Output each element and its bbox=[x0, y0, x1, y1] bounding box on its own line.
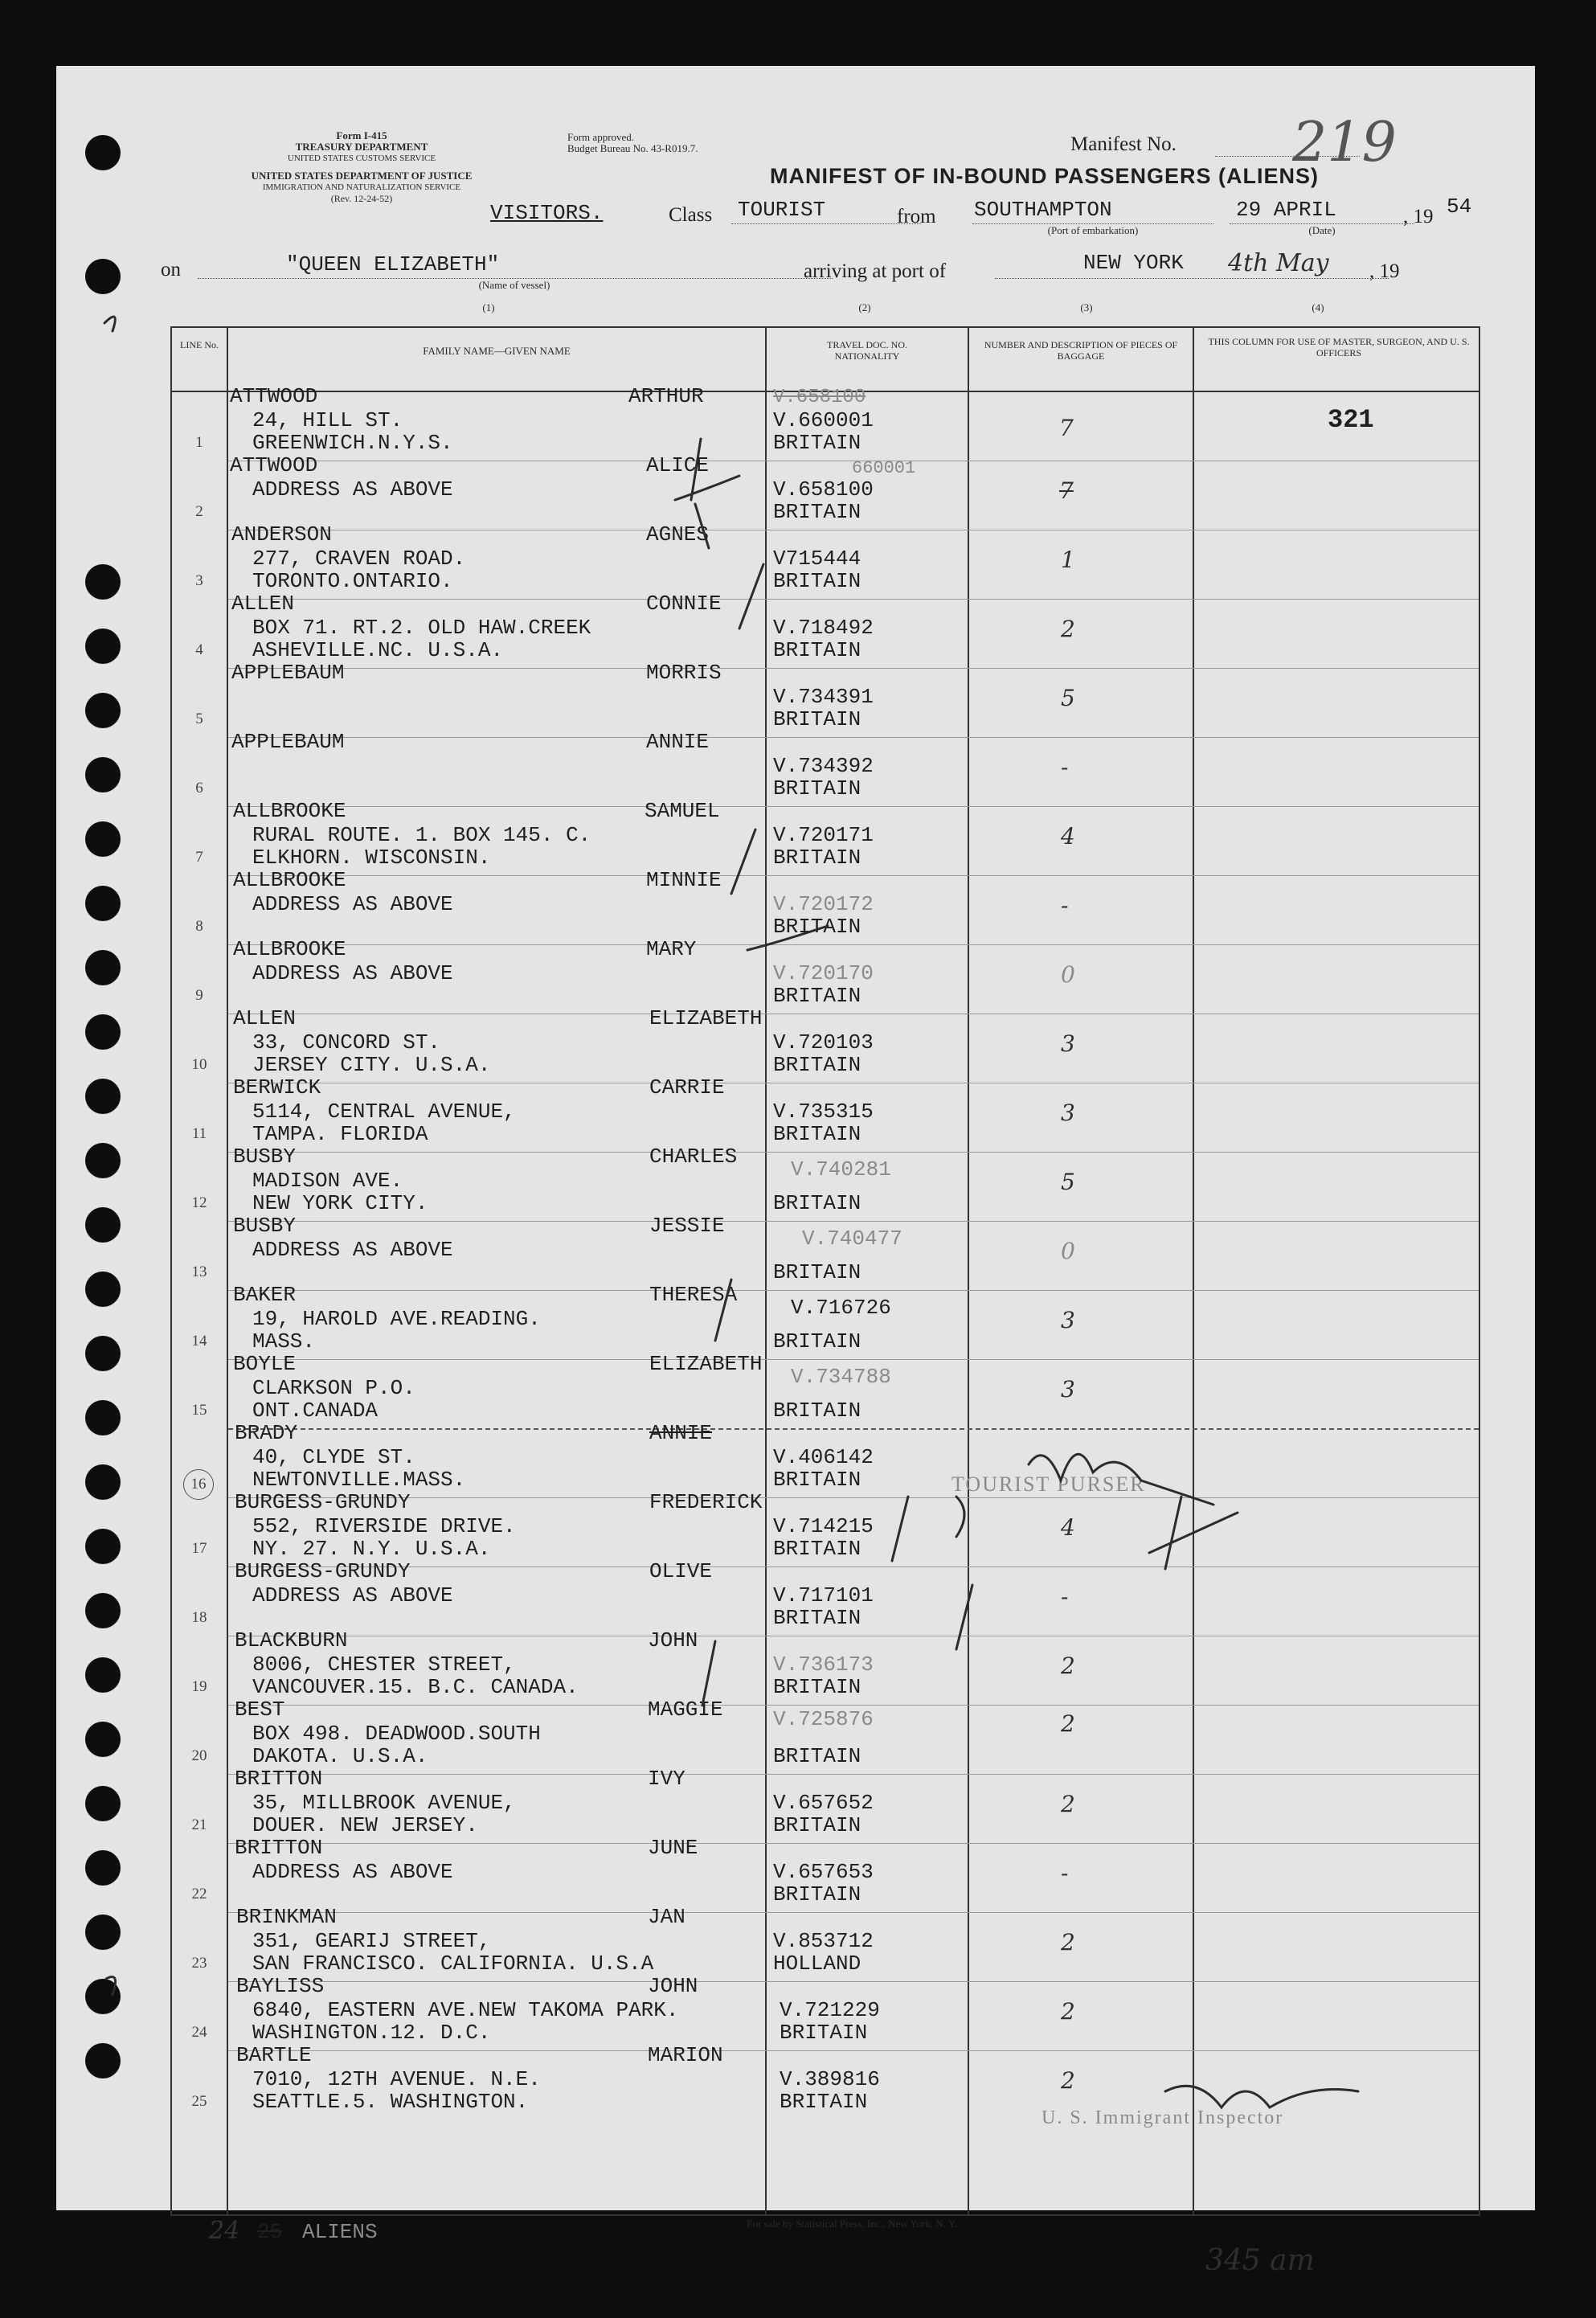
column-officers: THIS COLUMN FOR USE OF MASTER, SURGEON, AND U. S. OFFICERS bbox=[1208, 336, 1470, 358]
form-number: Form I-415 bbox=[336, 129, 387, 141]
line-number: 5 bbox=[195, 711, 203, 727]
baggage-count: 2 bbox=[1061, 1710, 1075, 1737]
alien-count-old: 25 bbox=[257, 2220, 283, 2244]
address-line-1: 8006, CHESTER STREET, bbox=[252, 1652, 516, 1677]
travel-doc-number: V.720172 bbox=[773, 892, 874, 916]
col-number-4: (4) bbox=[1312, 301, 1324, 313]
address-line-2: WASHINGTON.12. D.C. bbox=[252, 2021, 491, 2045]
family-name: APPLEBAUM bbox=[231, 730, 345, 754]
travel-doc-number: V715444 bbox=[773, 547, 861, 571]
family-name: BURGESS-GRUNDY bbox=[235, 1559, 411, 1583]
travel-doc-number: V.657652 bbox=[773, 1791, 874, 1815]
arriving-label: arriving at port of bbox=[804, 260, 947, 282]
margin-mark bbox=[106, 1977, 116, 1996]
address-line-1: 40, CLYDE ST. bbox=[252, 1445, 415, 1469]
nationality: BRITAIN bbox=[780, 2021, 868, 2045]
address-line-2: VANCOUVER.15. B.C. CANADA. bbox=[252, 1675, 579, 1699]
address-line-2: ELKHORN. WISCONSIN. bbox=[252, 846, 491, 870]
travel-doc-number: V.725876 bbox=[773, 1707, 874, 1731]
address-line-1: 5114, CENTRAL AVENUE, bbox=[252, 1100, 516, 1124]
address-line-2: SEATTLE.5. WASHINGTON. bbox=[252, 2090, 529, 2114]
family-name: BAKER bbox=[233, 1283, 297, 1307]
given-name: ARTHUR bbox=[628, 384, 704, 408]
customs-service: UNITED STATES CUSTOMS SERVICE bbox=[287, 154, 436, 163]
address-line-2: ONT.CANADA bbox=[252, 1399, 379, 1423]
given-name: JUNE bbox=[648, 1836, 698, 1860]
travel-doc-number: V.740477 bbox=[802, 1227, 902, 1251]
nationality: BRITAIN bbox=[773, 569, 861, 593]
treasury-department: TREASURY DEPARTMENT bbox=[295, 141, 428, 153]
line-number: 10 bbox=[191, 1056, 207, 1073]
purser-stamp: TOURIST PURSER bbox=[951, 1472, 1146, 1496]
baggage-count: 0 bbox=[1061, 1238, 1075, 1264]
given-name: MARY bbox=[646, 937, 697, 961]
nationality: BRITAIN bbox=[773, 1191, 861, 1215]
handwritten-annotations bbox=[56, 66, 1535, 2210]
address-line-2: TORONTO.ONTARIO. bbox=[252, 569, 453, 593]
nationality: BRITAIN bbox=[773, 1053, 861, 1077]
given-name: MORRIS bbox=[646, 661, 722, 685]
check-mark bbox=[892, 1497, 908, 1561]
line-number: 1 bbox=[195, 434, 203, 451]
baggage-count: 1 bbox=[1061, 547, 1075, 573]
family-name: BRADY bbox=[235, 1421, 298, 1445]
address-line-1: ADDRESS AS ABOVE bbox=[252, 1238, 453, 1262]
aliens-label: ALIENS bbox=[302, 2220, 378, 2244]
baggage-count: - bbox=[1061, 892, 1069, 919]
line-number: 11 bbox=[191, 1125, 207, 1142]
line-number: 17 bbox=[191, 1540, 207, 1557]
travel-doc-number: V.721229 bbox=[780, 1998, 880, 2022]
class-label: Class bbox=[669, 204, 713, 226]
travel-doc-number: V.658100 bbox=[773, 477, 874, 502]
form-revision: (Rev. 12-24-52) bbox=[330, 193, 393, 204]
struck-doc-number: V.658100 bbox=[773, 387, 866, 408]
column-line-no: LINE No. bbox=[180, 339, 219, 350]
given-name: OLIVE bbox=[649, 1559, 713, 1583]
given-name: ELIZABETH bbox=[649, 1006, 763, 1030]
time-note-handwritten: 345 am bbox=[1205, 2244, 1315, 2277]
travel-doc-number: V.718492 bbox=[773, 616, 874, 640]
nationality: BRITAIN bbox=[773, 1813, 861, 1837]
given-name: ALICE bbox=[646, 453, 710, 477]
given-name: IVY bbox=[648, 1767, 685, 1791]
address-line-1: 351, GEARIJ STREET, bbox=[252, 1929, 491, 1953]
line-number: 9 bbox=[195, 987, 203, 1004]
nationality: BRITAIN bbox=[773, 1882, 861, 1906]
travel-doc-number: V.714215 bbox=[773, 1514, 874, 1538]
address-line-2: GREENWICH.N.Y.S. bbox=[252, 431, 453, 455]
travel-doc-number: V.735315 bbox=[773, 1100, 874, 1124]
family-name: BEST bbox=[235, 1698, 285, 1722]
family-name: ANDERSON bbox=[231, 522, 332, 547]
embark-port: SOUTHAMPTON bbox=[974, 198, 1112, 222]
baggage-count: 4 bbox=[1061, 823, 1075, 850]
given-name: ANNIE bbox=[649, 1421, 713, 1445]
given-name: AGNES bbox=[646, 522, 710, 547]
family-name: BAYLISS bbox=[236, 1974, 325, 1998]
nationality: BRITAIN bbox=[773, 1399, 861, 1423]
travel-doc-number: V.717101 bbox=[773, 1583, 874, 1607]
nationality: BRITAIN bbox=[773, 1468, 861, 1492]
nationality: HOLLAND bbox=[773, 1951, 861, 1976]
col-number-2: (2) bbox=[858, 301, 871, 313]
address-line-1: MADISON AVE. bbox=[252, 1169, 403, 1193]
travel-doc-number: V.720170 bbox=[773, 961, 874, 985]
address-line-1: ADDRESS AS ABOVE bbox=[252, 961, 453, 985]
family-name: BRITTON bbox=[235, 1767, 323, 1791]
port-caption: (Port of embarkation) bbox=[1047, 224, 1139, 236]
tick-stroke bbox=[747, 926, 828, 950]
line-number: 24 bbox=[191, 2024, 207, 2041]
form-approved: Form approved. bbox=[567, 131, 635, 143]
line-number: 18 bbox=[191, 1609, 207, 1626]
from-label: from bbox=[897, 206, 936, 227]
address-line-2: NEWTONVILLE.MASS. bbox=[252, 1468, 466, 1492]
nationality: BRITAIN bbox=[773, 776, 861, 801]
visitors-label: VISITORS. bbox=[490, 201, 604, 225]
travel-doc-number: V.389816 bbox=[780, 2067, 880, 2091]
given-name: CHARLES bbox=[649, 1145, 738, 1169]
nationality: BRITAIN bbox=[773, 431, 861, 455]
travel-doc-number: V.734392 bbox=[773, 754, 874, 778]
baggage-count: 2 bbox=[1061, 616, 1075, 642]
family-name: ALLEN bbox=[231, 592, 295, 616]
line-number: 25 bbox=[191, 2093, 207, 2110]
given-name: JOHN bbox=[648, 1628, 698, 1652]
baggage-count: 7 bbox=[1059, 415, 1074, 441]
printer-credit: For sale by Statistical Press, Inc., New York, N. Y. bbox=[747, 2218, 957, 2230]
given-name: MARION bbox=[648, 2043, 723, 2067]
line-number: 4 bbox=[195, 641, 203, 658]
family-name: BRITTON bbox=[235, 1836, 323, 1860]
given-name: ANNIE bbox=[646, 730, 710, 754]
travel-doc-number: V.720103 bbox=[773, 1030, 874, 1055]
nationality: BRITAIN bbox=[773, 1260, 861, 1284]
baggage-count: 2 bbox=[1061, 1929, 1075, 1956]
travel-doc-number: V.740281 bbox=[791, 1157, 891, 1182]
check-mark bbox=[956, 1585, 972, 1649]
date-caption: (Date) bbox=[1308, 224, 1336, 236]
column-name: FAMILY NAME—GIVEN NAME bbox=[423, 345, 571, 357]
baggage-count: 3 bbox=[1061, 1376, 1075, 1403]
family-name: BRINKMAN bbox=[236, 1905, 337, 1929]
given-name: CARRIE bbox=[649, 1075, 725, 1100]
class-value: TOURIST bbox=[738, 198, 826, 222]
address-line-1: 33, CONCORD ST. bbox=[252, 1030, 441, 1055]
column-travel-doc: TRAVEL DOC. NO. NATIONALITY bbox=[826, 339, 907, 362]
inspector-stamp: U. S. Immigrant Inspector bbox=[1041, 2107, 1284, 2128]
given-name: JOHN bbox=[648, 1974, 698, 1998]
line-number: 21 bbox=[191, 1816, 207, 1833]
address-line-1: ADDRESS AS ABOVE bbox=[252, 892, 453, 916]
address-line-1: 19, HAROLD AVE.READING. bbox=[252, 1307, 541, 1331]
tick-stroke bbox=[956, 1497, 964, 1537]
family-name: ALLEN bbox=[233, 1006, 297, 1030]
address-line-2: NY. 27. N.Y. U.S.A. bbox=[252, 1537, 491, 1561]
travel-doc-number: V.660001 bbox=[773, 408, 874, 432]
vessel-caption: (Name of vessel) bbox=[478, 279, 550, 291]
check-mark bbox=[702, 1641, 715, 1706]
nationality: BRITAIN bbox=[773, 638, 861, 662]
address-line-1: 35, MILLBROOK AVENUE, bbox=[252, 1791, 516, 1815]
nationality: BRITAIN bbox=[773, 846, 861, 870]
address-line-1: ADDRESS AS ABOVE bbox=[252, 477, 453, 502]
baggage-count: 7 bbox=[1059, 477, 1074, 504]
nationality: BRITAIN bbox=[773, 1606, 861, 1630]
nationality: BRITAIN bbox=[773, 984, 861, 1008]
manifest-page bbox=[56, 66, 1535, 2277]
column-baggage: NUMBER AND DESCRIPTION OF PIECES OF BAGGAGE bbox=[984, 339, 1178, 362]
family-name: APPLEBAUM bbox=[231, 661, 345, 685]
check-mark bbox=[695, 504, 709, 548]
address-line-1: 6840, EASTERN AVE.NEW TAKOMA PARK. bbox=[252, 1998, 679, 2022]
line-number: 6 bbox=[195, 780, 203, 797]
address-line-1: ADDRESS AS ABOVE bbox=[252, 1583, 453, 1607]
family-name: BUSBY bbox=[233, 1145, 297, 1169]
nationality: BRITAIN bbox=[780, 2090, 868, 2114]
nationality: BRITAIN bbox=[773, 1329, 861, 1354]
line-number: 2 bbox=[195, 503, 203, 520]
check-mark bbox=[1165, 1497, 1181, 1569]
address-line-1: 24, HILL ST. bbox=[252, 408, 403, 432]
travel-doc-number: V.406142 bbox=[773, 1445, 874, 1469]
address-line-2: DOUER. NEW JERSEY. bbox=[252, 1813, 478, 1837]
address-line-2: SAN FRANCISCO. CALIFORNIA. U.S.A bbox=[252, 1951, 654, 1976]
address-line-1: ADDRESS AS ABOVE bbox=[252, 1860, 453, 1884]
embark-date: 29 APRIL bbox=[1236, 198, 1336, 222]
baggage-count: 3 bbox=[1061, 1100, 1075, 1126]
address-line-2: NEW YORK CITY. bbox=[252, 1191, 428, 1215]
address-line-1: 552, RIVERSIDE DRIVE. bbox=[252, 1514, 516, 1538]
ins-service: IMMIGRATION AND NATURALIZATION SERVICE bbox=[262, 182, 461, 192]
family-name: ATTWOOD bbox=[230, 453, 318, 477]
margin-mark bbox=[104, 317, 115, 331]
nationality: BRITAIN bbox=[773, 1744, 861, 1768]
line-number: 3 bbox=[195, 572, 203, 589]
family-name: BERWICK bbox=[233, 1075, 321, 1100]
given-name: ELIZABETH bbox=[649, 1352, 763, 1376]
given-name: MAGGIE bbox=[648, 1698, 723, 1722]
family-name: ALLBROOKE bbox=[233, 799, 346, 823]
year-suffix: 54 bbox=[1447, 195, 1472, 219]
nationality: BRITAIN bbox=[773, 915, 861, 939]
family-name: BOYLE bbox=[233, 1352, 297, 1376]
signature-flourish bbox=[1149, 1513, 1238, 1553]
baggage-count: 4 bbox=[1061, 1514, 1075, 1541]
given-name: CONNIE bbox=[646, 592, 722, 616]
check-mark bbox=[731, 829, 755, 894]
inspector-signature bbox=[1165, 2086, 1358, 2107]
nationality: BRITAIN bbox=[773, 500, 861, 524]
given-name: JESSIE bbox=[649, 1214, 725, 1238]
travel-doc-number: V.716726 bbox=[791, 1296, 891, 1320]
manifest-number-handwritten: 219 bbox=[1292, 111, 1397, 174]
arrival-date-handwritten: 4th May bbox=[1228, 249, 1329, 277]
family-name: ALLBROOKE bbox=[233, 937, 346, 961]
baggage-count: 0 bbox=[1061, 961, 1075, 988]
vessel-name: "QUEEN ELIZABETH" bbox=[286, 252, 500, 276]
given-name: FREDERICK bbox=[649, 1490, 763, 1514]
travel-doc-number: V.734788 bbox=[791, 1365, 891, 1389]
address-line-1: BOX 498. DEADWOOD.SOUTH bbox=[252, 1722, 541, 1746]
given-name: THERESA bbox=[649, 1283, 738, 1307]
baggage-count: - bbox=[1061, 1583, 1069, 1610]
baggage-count: 5 bbox=[1061, 1169, 1075, 1195]
family-name: BUSBY bbox=[233, 1214, 297, 1238]
check-mark bbox=[715, 1280, 731, 1341]
col-number-1: (1) bbox=[482, 301, 495, 313]
baggage-count: 2 bbox=[1061, 1652, 1075, 1679]
nationality: BRITAIN bbox=[773, 707, 861, 731]
line-number-circled: 16 bbox=[183, 1469, 214, 1500]
family-name: BARTLE bbox=[236, 2043, 312, 2067]
baggage-count: 3 bbox=[1061, 1307, 1075, 1333]
given-name: MINNIE bbox=[646, 868, 722, 892]
line-number: 19 bbox=[191, 1678, 207, 1695]
address-line-1: 277, CRAVEN ROAD. bbox=[252, 547, 466, 571]
address-line-1: BOX 71. RT.2. OLD HAW.CREEK bbox=[252, 616, 591, 640]
address-line-2: JERSEY CITY. U.S.A. bbox=[252, 1053, 491, 1077]
manifest-no-label: Manifest No. bbox=[1070, 133, 1177, 155]
tick-stroke bbox=[675, 476, 739, 500]
struck-doc-number: 660001 bbox=[852, 458, 916, 478]
family-name: ALLBROOKE bbox=[233, 868, 346, 892]
justice-department: UNITED STATES DEPARTMENT OF JUSTICE bbox=[251, 170, 473, 182]
family-name: ATTWOOD bbox=[230, 384, 318, 408]
baggage-count: 3 bbox=[1061, 1030, 1075, 1057]
baggage-count: 2 bbox=[1061, 2067, 1075, 2094]
baggage-count: 5 bbox=[1061, 685, 1075, 711]
nationality: BRITAIN bbox=[773, 1122, 861, 1146]
address-line-2: TAMPA. FLORIDA bbox=[252, 1122, 428, 1146]
line-number: 8 bbox=[195, 918, 203, 935]
line-number: 14 bbox=[191, 1333, 207, 1349]
manifest-title: MANIFEST OF IN-BOUND PASSENGERS (ALIENS) bbox=[770, 164, 1320, 188]
line-number: 12 bbox=[191, 1194, 207, 1211]
travel-doc-number: V.853712 bbox=[773, 1929, 874, 1953]
given-name: JAN bbox=[648, 1905, 685, 1929]
officer-note: 321 bbox=[1328, 405, 1374, 435]
address-line-1: CLARKSON P.O. bbox=[252, 1376, 415, 1400]
family-name: BLACKBURN bbox=[235, 1628, 348, 1652]
address-line-1: 7010, 12TH AVENUE. N.E. bbox=[252, 2067, 541, 2091]
line-number: 13 bbox=[191, 1263, 207, 1280]
arrival-port: NEW YORK bbox=[1083, 251, 1184, 275]
address-line-2: DAKOTA. U.S.A. bbox=[252, 1744, 428, 1768]
baggage-count: 2 bbox=[1061, 1791, 1075, 1817]
family-name: BURGESS-GRUNDY bbox=[235, 1490, 411, 1514]
line-number: 15 bbox=[191, 1402, 207, 1419]
line-number: 23 bbox=[191, 1955, 207, 1972]
travel-doc-number: V.736173 bbox=[773, 1652, 874, 1677]
travel-doc-number: V.657653 bbox=[773, 1860, 874, 1884]
address-line-2: ASHEVILLE.NC. U.S.A. bbox=[252, 638, 504, 662]
baggage-count: - bbox=[1061, 754, 1069, 780]
on-label: on bbox=[161, 259, 181, 281]
year-prefix: , 19 bbox=[1403, 206, 1434, 227]
baggage-count: - bbox=[1061, 1860, 1069, 1886]
nationality: BRITAIN bbox=[773, 1537, 861, 1561]
col-number-3: (3) bbox=[1080, 301, 1093, 313]
travel-doc-number: V.734391 bbox=[773, 685, 874, 709]
nationality: BRITAIN bbox=[773, 1675, 861, 1699]
purser-signature bbox=[1029, 1454, 1213, 1505]
given-name: SAMUEL bbox=[645, 799, 720, 823]
line-number: 20 bbox=[191, 1747, 207, 1764]
travel-doc-number: V.720171 bbox=[773, 823, 874, 847]
line-number: 7 bbox=[195, 849, 203, 866]
budget-bureau: Budget Bureau No. 43-R019.7. bbox=[567, 142, 698, 154]
address-line-2: MASS. bbox=[252, 1329, 316, 1354]
arrival-year: , 19 bbox=[1369, 260, 1400, 282]
alien-count-new: 24 bbox=[209, 2217, 240, 2245]
address-line-1: RURAL ROUTE. 1. BOX 145. C. bbox=[252, 823, 591, 847]
baggage-count: 2 bbox=[1061, 1998, 1075, 2025]
check-mark bbox=[739, 564, 763, 629]
line-number: 22 bbox=[191, 1886, 207, 1902]
